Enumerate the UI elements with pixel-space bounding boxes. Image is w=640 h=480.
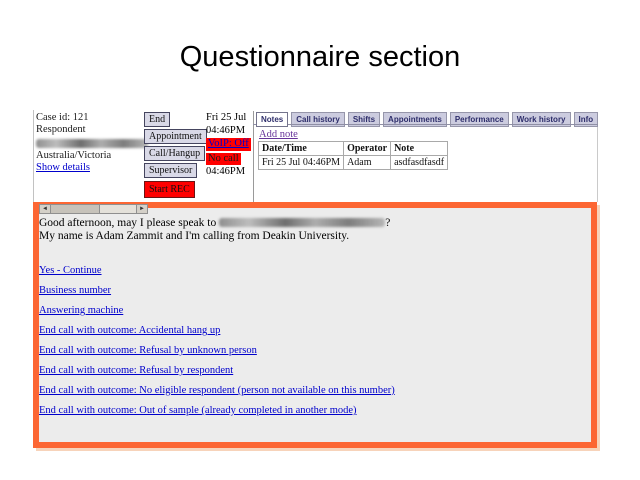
case-id: Case id: 121 [36, 112, 89, 123]
link-outcome-accidental-hangup[interactable]: End call with outcome: Accidental hang up [39, 325, 221, 336]
link-outcome-no-eligible-respondent[interactable]: End call with outcome: No eligible respondent (person not available on this number) [39, 385, 395, 396]
scroll-left-arrow-icon[interactable]: ◄ [40, 205, 51, 213]
scrollbar-track[interactable] [100, 205, 136, 213]
call-controls [144, 112, 207, 198]
voip-status-link[interactable]: VoIP: Off [208, 138, 249, 149]
case-info-panel [36, 112, 149, 174]
tab-performance[interactable]: Performance [450, 112, 509, 127]
tab-shifts[interactable]: Shifts [348, 112, 380, 127]
call-status-panel [206, 112, 253, 179]
greeting-line1 [39, 217, 390, 230]
table-row [259, 156, 448, 170]
link-answering-machine[interactable]: Answering machine [39, 305, 124, 316]
current-time: 04:46PM [206, 166, 246, 177]
screenshot-right-border [597, 117, 598, 202]
end-button[interactable]: End [144, 112, 170, 127]
screenshot-left-border [33, 110, 34, 202]
call-date: Fri 25 Jul [206, 112, 247, 123]
call-hangup-button[interactable]: Call/Hangup [144, 146, 205, 161]
greeting-text-after: ? [385, 217, 391, 229]
tab-call-history[interactable]: Call history [291, 112, 345, 127]
cell-datetime: Fri 25 Jul 04:46PM [259, 156, 344, 170]
questionnaire-greeting [39, 217, 390, 243]
line-status-badge: No call [208, 152, 239, 164]
table-header-row [259, 142, 448, 156]
add-note-link[interactable]: Add note [259, 129, 298, 140]
questionnaire-options [39, 260, 395, 420]
tab-underline [253, 124, 598, 125]
cell-operator: Adam [344, 156, 391, 170]
supervisor-button[interactable]: Supervisor [144, 163, 197, 178]
respondent-name-redacted [36, 139, 148, 148]
link-outcome-refusal-unknown-person[interactable]: End call with outcome: Refusal by unknown person [39, 345, 257, 356]
show-details-link[interactable]: Show details [36, 162, 90, 173]
column-header-operator: Operator [344, 142, 391, 156]
tab-appointments[interactable]: Appointments [383, 112, 447, 127]
start-rec-button[interactable]: Start REC [144, 181, 195, 198]
respondent-label: Respondent [36, 124, 86, 135]
column-header-note: Note [391, 142, 448, 156]
tab-work-history[interactable]: Work history [512, 112, 571, 127]
respondent-name-redacted-inline [219, 218, 385, 227]
scrollbar-thumb[interactable] [51, 205, 100, 213]
call-time: 04:46PM [206, 124, 246, 136]
tab-info[interactable]: Info [574, 112, 599, 127]
cell-note: asdfasdfasdf [391, 156, 448, 170]
greeting-line2: My name is Adam Zammit and I'm calling from Deakin University. [39, 230, 350, 242]
voip-status-badge [206, 138, 251, 151]
link-outcome-out-of-sample[interactable]: End call with outcome: Out of sample (already completed in another mode) [39, 405, 357, 416]
page-title: Questionnaire section [179, 41, 461, 73]
link-yes-continue[interactable]: Yes - Continue [39, 265, 102, 276]
link-outcome-refusal-respondent[interactable]: End call with outcome: Refusal by respondent [39, 365, 234, 376]
horizontal-scrollbar[interactable] [39, 204, 148, 214]
notes-table [258, 141, 448, 170]
link-business-number[interactable]: Business number [39, 285, 112, 296]
tab-notes[interactable]: Notes [256, 112, 288, 127]
scroll-right-arrow-icon[interactable]: ► [136, 205, 147, 213]
appointment-button[interactable]: Appointment [144, 129, 207, 144]
column-header-datetime: Date/Time [259, 142, 344, 156]
case-location: Australia/Victoria [36, 150, 112, 161]
greeting-text-before: Good afternoon, may I please speak to [39, 217, 217, 229]
